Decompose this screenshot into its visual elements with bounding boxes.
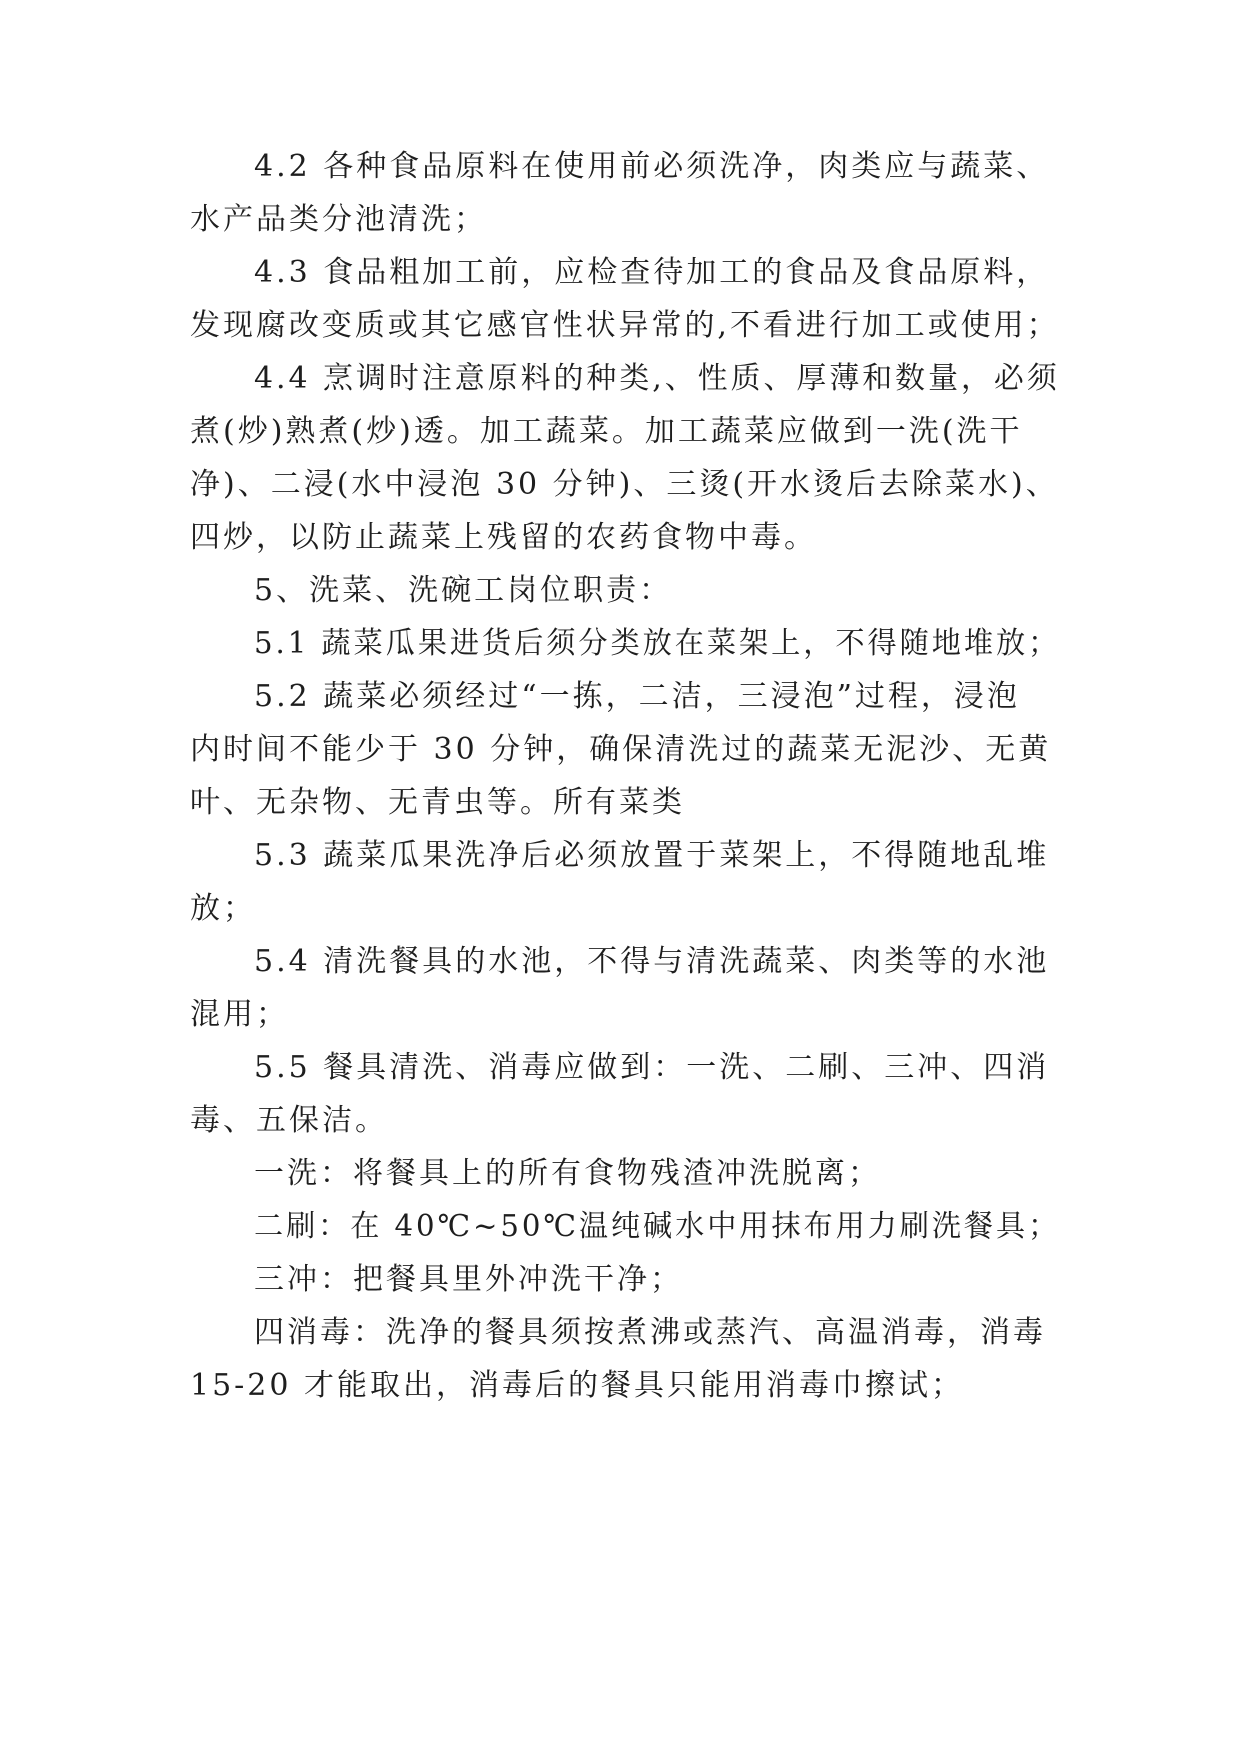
text-line: 二刷：在 40℃~50℃温纯碱水中用抹布用力刷洗餐具； [254, 1209, 1061, 1244]
text-line: 4.3 食品粗加工前，应检查待加工的食品及食品原料， [254, 255, 1050, 290]
text-line: 5.2 蔬菜必须经过“一拣，二洁，三浸泡”过程，浸泡 [254, 679, 1020, 714]
text-line: 毒、五保洁。 [190, 1103, 388, 1138]
section-heading: 5、洗菜、洗碗工岗位职责： [254, 573, 673, 608]
text-line: 5.4 清洗餐具的水池，不得与清洗蔬菜、肉类等的水池 [254, 944, 1050, 979]
text-line: 混用； [190, 997, 289, 1032]
text-line: 5.3 蔬菜瓜果洗净后必须放置于菜架上，不得随地乱堆 [254, 838, 1050, 873]
text-line: 5.1 蔬菜瓜果进货后须分类放在菜架上，不得随地堆放； [254, 626, 1061, 661]
text-line: 水产品类分池清洗； [190, 202, 487, 237]
text-line: 三冲：把餐具里外冲洗干净； [254, 1262, 683, 1297]
text-line: 发现腐改变质或其它感官性状异常的,不看进行加工或使用； [190, 308, 1060, 343]
text-line: 四消毒：洗净的餐具须按煮沸或蒸汽、高温消毒，消毒 [254, 1315, 1046, 1350]
text-line: 放； [190, 891, 256, 926]
text-line: 一洗：将餐具上的所有食物残渣冲洗脱离； [254, 1156, 881, 1191]
text-line: 净)、二浸(水中浸泡 30 分钟)、三烫(开水烫后去除菜水)、 [190, 467, 1059, 502]
text-line: 5.5 餐具清洗、消毒应做到：一洗、二刷、三冲、四消 [254, 1050, 1050, 1085]
text-line: 4.2 各种食品原料在使用前必须洗净，肉类应与蔬菜、 [254, 149, 1050, 184]
text-line: 内时间不能少于 30 分钟，确保清洗过的蔬菜无泥沙、无黄 [190, 732, 1052, 767]
text-line: 煮(炒)熟煮(炒)透。加工蔬菜。加工蔬菜应做到一洗(洗干 [190, 414, 1023, 449]
text-line: 4.4 烹调时注意原料的种类,、性质、厚薄和数量，必须 [254, 361, 1060, 396]
text-line: 四炒，以防止蔬菜上残留的农药食物中毒。 [190, 520, 817, 555]
text-line: 叶、无杂物、无青虫等。所有菜类 [190, 785, 685, 820]
text-line: 15-20 才能取出，消毒后的餐具只能用消毒巾擦试； [190, 1368, 965, 1403]
